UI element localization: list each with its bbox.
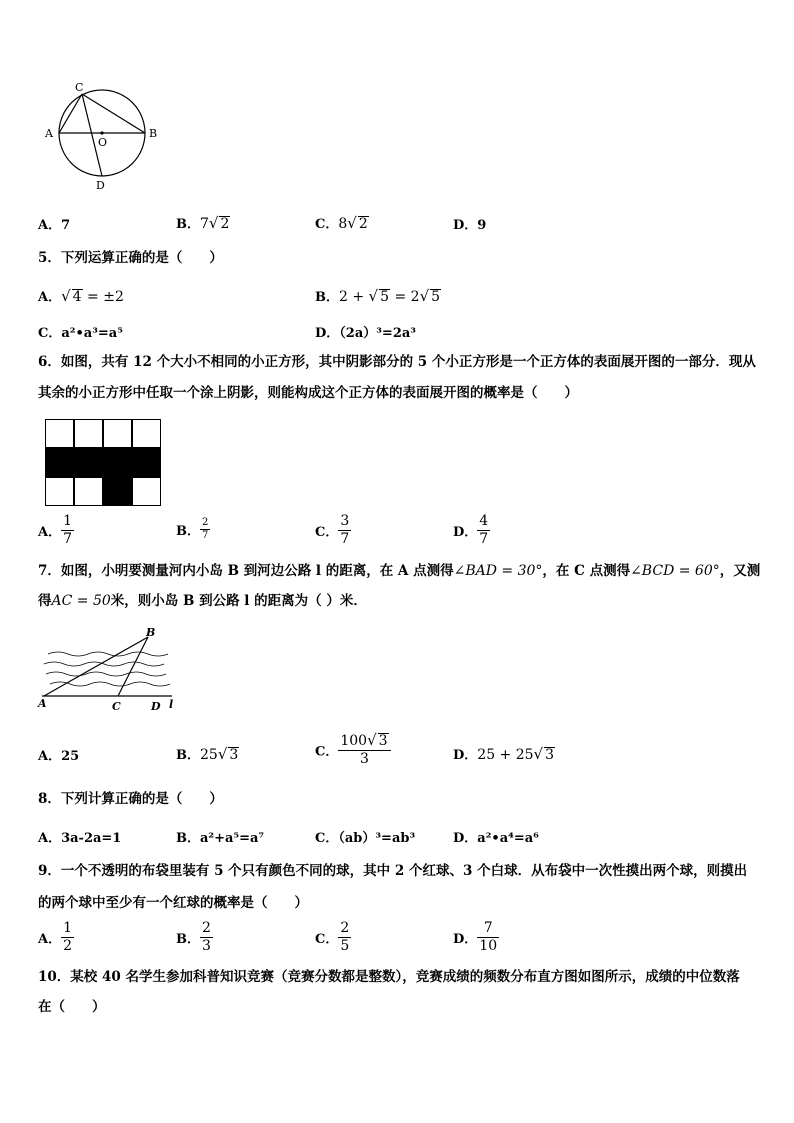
q9-stem-line2: 的两个球中至少有一个红球的概率是（ ） <box>38 895 308 911</box>
q10-stem-line1: 10．某校 40 名学生参加科普知识竞赛（竞赛分数都是整数），竞赛成绩的频数分布直方图如图所示，成绩的中位数落 <box>38 969 740 985</box>
q7-option-a: A．25 <box>38 749 80 764</box>
label-d: D <box>96 179 105 192</box>
q4-option-c: C．8√ 2 <box>315 214 368 232</box>
chord-cb <box>82 94 145 133</box>
q9-stem-line1: 9．一个不透明的布袋里装有 5 个只有颜色不同的球，其中 2 个红球、3 个白球．从布袋中一次性摸出两个球，则摸出 <box>38 863 748 879</box>
q9-option-b: B． $\frac{2}{3}$ <box>176 920 211 954</box>
grid-cell <box>45 477 74 506</box>
q5-stem: 5．下列运算正确的是（ ） <box>38 250 223 266</box>
q4-option-a: A．7 <box>38 218 71 233</box>
grid-cell-shaded <box>132 448 161 477</box>
river-figure <box>36 622 186 714</box>
q6-option-d: D． $\frac{4}{7}$ <box>453 513 489 547</box>
q5-option-b: B．2 + √ 5 = 2√ 5 <box>315 287 441 305</box>
chord-ca <box>59 94 82 133</box>
square-grid-figure <box>45 419 161 506</box>
label-a: A <box>45 127 53 140</box>
q5-option-d: D．（2a）³=2a³ <box>315 326 416 341</box>
q8-option-d: D．a²•a⁴=a⁶ <box>453 831 539 846</box>
wave-line <box>48 652 168 656</box>
q4-option-b: B．7√ 2 <box>176 214 230 232</box>
q6-option-c: C． $\frac{3}{7}$ <box>315 513 350 547</box>
grid-cell <box>74 477 103 506</box>
q6-stem-line1: 6．如图，共有 12 个大小不相同的小正方形，其中阴影部分的 5 个小正方形是一个正方体的表面展开图的一部分．现从 <box>38 354 756 370</box>
fig-label-a: A <box>38 697 47 710</box>
label-o: O <box>98 136 108 149</box>
q7-stem-line2: 得AC = 50米，则小岛 B 到公路 l 的距离为（ ）米． <box>38 593 367 609</box>
grid-cell <box>74 419 103 448</box>
q10-stem-line2: 在（ ） <box>38 999 106 1015</box>
q7-option-b: B．25√ 3 <box>176 745 239 763</box>
grid-cell-shaded <box>74 448 103 477</box>
grid-cell-shaded <box>103 448 132 477</box>
q7-stem-line1: 7．如图，小明要测量河内小岛 B 到河边公路 l 的距离，在 A 点测得∠BAD = 30°，在 C 点测得∠BCD = 60°，又测 <box>38 563 761 579</box>
q9-option-a: A． $\frac{1}{2}$ <box>38 920 73 954</box>
label-b: B <box>149 127 158 140</box>
q8-option-c: C．（ab）³=ab³ <box>315 831 416 846</box>
q9-option-c: C． $\frac{2}{5}$ <box>315 920 350 954</box>
q7-option-d: D．25 + 25√ 3 <box>453 745 555 763</box>
fig-label-l: l <box>169 698 174 711</box>
q4-option-d: D．9 <box>453 218 487 233</box>
circle-figure <box>40 80 170 195</box>
grid-cell <box>103 419 132 448</box>
center-dot <box>100 131 103 134</box>
grid-cell <box>132 477 161 506</box>
grid-cell <box>132 419 161 448</box>
chord-cd <box>82 94 102 176</box>
q6-option-b: B． $\frac{2}{7}$ <box>176 517 209 541</box>
q8-option-a: A．3a-2a=1 <box>38 831 122 846</box>
q5-option-c: C．a²•a³=a⁵ <box>38 326 123 341</box>
grid-cell <box>45 419 74 448</box>
q7-option-c: C． $\frac{100√ 3}{3}$ <box>315 732 391 768</box>
grid-cell-shaded <box>103 477 132 506</box>
fig-label-d: D <box>151 700 161 713</box>
q5-option-a: A．√ 4 = ±2 <box>38 287 124 305</box>
label-c: C <box>75 81 84 94</box>
fig-label-b: B <box>146 626 156 639</box>
grid-cell-shaded <box>45 448 74 477</box>
q6-option-a: A． $\frac{1}{7}$ <box>38 513 73 547</box>
q9-option-d: D． $\frac{7}{10}$ <box>453 920 498 954</box>
q6-stem-line2: 其余的小正方形中任取一个涂上阴影，则能构成这个正方体的表面展开图的概率是（ ） <box>38 385 578 401</box>
fig-label-c: C <box>112 700 121 713</box>
q8-option-b: B．a²+a⁵=a⁷ <box>176 831 265 846</box>
wave-line <box>46 672 166 676</box>
q8-stem: 8．下列计算正确的是（ ） <box>38 791 223 807</box>
